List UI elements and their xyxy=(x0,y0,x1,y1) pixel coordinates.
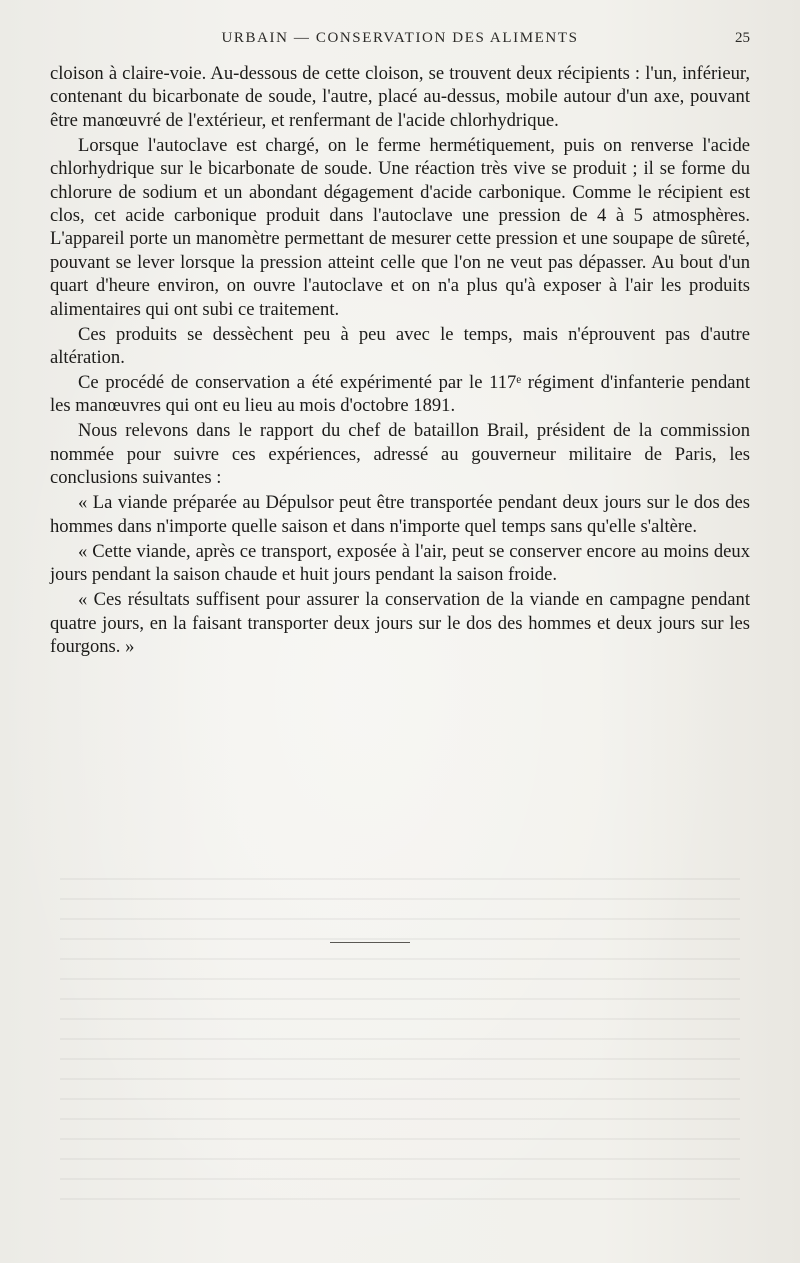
section-divider xyxy=(330,942,410,943)
page-number: 25 xyxy=(735,30,750,46)
paragraph-dessechement: Ces produits se dessèchent peu à peu avec le temps, mais n'éprouvent pas d'autre altération. xyxy=(50,323,750,369)
paragraph-autoclave: Lorsque l'autoclave est chargé, on le ferme hermétiquement, puis on renverse l'acide chlorhydrique sur le bicarbonate de soude. Une réaction très vive se produit ; il se forme du chlorure de sodium et un abondant dégagement d'acide carbonique. Comme le récipient est clos, cet acide carbonique produit dans l'autoclave une pression de 4 à 5 atmosphères. L'appareil porte un manomètre permettant de mesurer cette pression et une soupape de sûreté, pouvant se lever lorsque la pression atteint celle que l'on ne veut pas dépasser. Au bout d'un quart d'heure environ, on ouvre l'autoclave et on n'a plus qu'à exposer à l'air les produits alimentaires qui ont subi ce traitement. xyxy=(50,134,750,320)
body-text xyxy=(50,62,750,658)
bleed-through-shadow xyxy=(60,860,740,1200)
page-header xyxy=(50,30,750,56)
running-title: URBAIN — CONSERVATION DES ALIMENTS xyxy=(221,30,579,46)
paragraph-quote-transport: « La viande préparée au Dépulsor peut être transportée pendant deux jours sur le dos des hommes dans n'importe quelle saison et dans n'importe quel temps sans qu'elle s'altère. xyxy=(50,492,750,537)
paragraph-continuation: cloison à claire-voie. Au-dessous de cette cloison, se trouvent deux récipients : l'un, inférieur, contenant du bicarbonate de soude, l'autre, placé au-dessus, mobile autour d'un axe, pouvant être manœuvré de l'extérieur, et renfermant de l'acide chlorhydrique. xyxy=(50,63,750,131)
paragraph-quote-resultats: « Ces résultats suffisent pour assurer la conservation de la viande en campagne pendant quatre jours, en la faisant transporter deux jours sur le dos des hommes et deux jours sur les fourgons. » xyxy=(50,589,750,657)
paragraph-rapport: Nous relevons dans le rapport du chef de bataillon Brail, président de la commission nommée pour suivre ces expériences, adressé au gouverneur militaire de Paris, les conclusions suivantes : xyxy=(50,420,750,489)
paragraph-experimentation: Ce procédé de conservation a été expérimenté par le 117ᵉ régiment d'infanterie pendant les manœuvres qui ont eu lieu au mois d'octobre 1891. xyxy=(50,372,750,417)
paragraph-quote-conservation: « Cette viande, après ce transport, exposée à l'air, peut se conserver encore au moins deux jours pendant la saison chaude et huit jours pendant la saison froide. xyxy=(50,540,750,586)
